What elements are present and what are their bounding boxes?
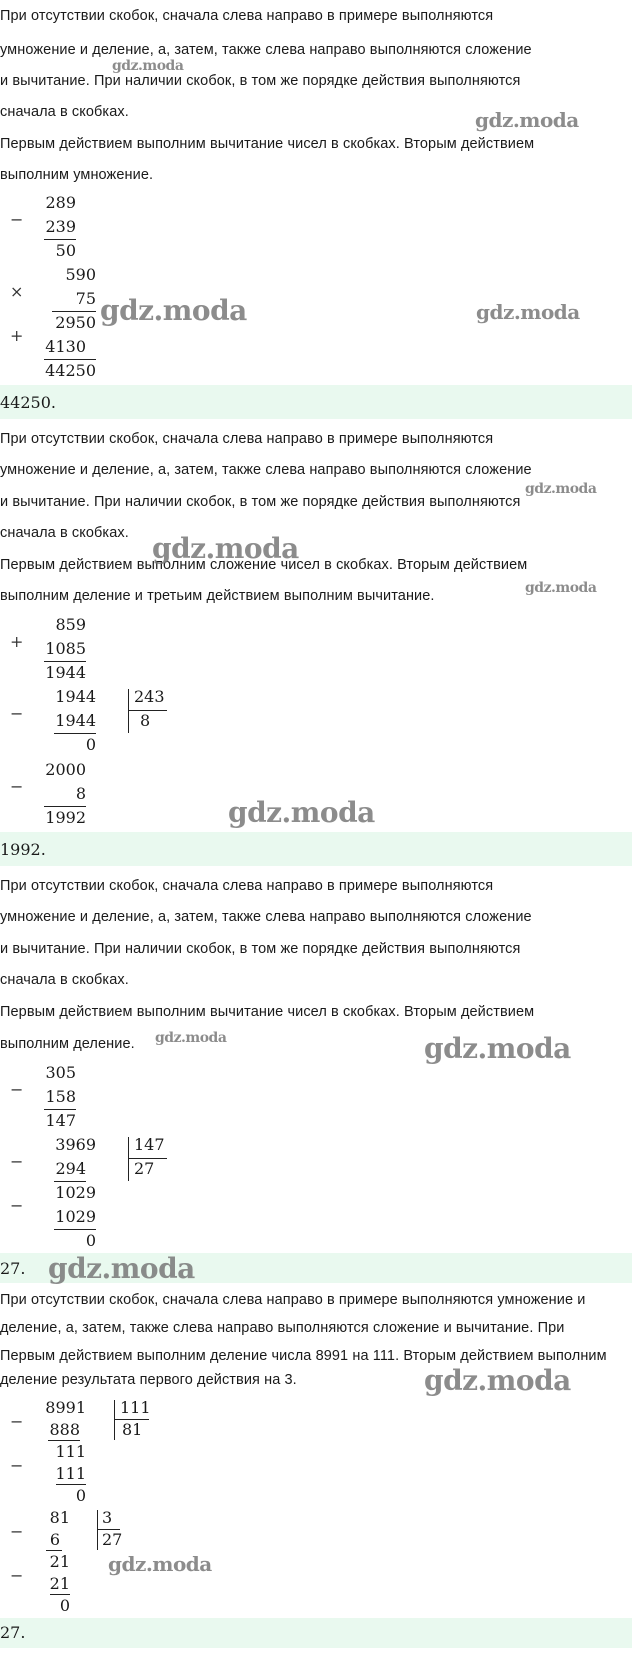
dividend: 8991 [45, 1398, 86, 1417]
plus-sign: + [10, 632, 24, 651]
subtrahend: 21 [49, 1574, 70, 1593]
remainder: 0 [85, 735, 96, 754]
watermark: gdz.moda [476, 300, 580, 324]
underline [44, 806, 86, 807]
divisor: 111 [120, 1398, 151, 1417]
minus-sign: − [10, 1412, 24, 1431]
answer: 1992. [0, 840, 46, 859]
underline [50, 1594, 70, 1595]
answer-bar [0, 385, 632, 419]
watermark: gdz.moda [112, 58, 184, 74]
product: 44250 [45, 361, 96, 380]
minuend: 289 [45, 193, 76, 212]
answer-bar [0, 1618, 632, 1648]
rule-text: и вычитание. При наличии скобок, в том же порядке действия выполняются [0, 494, 521, 510]
underline [48, 1440, 80, 1441]
divisor: 3 [102, 1508, 113, 1527]
underline [56, 1484, 86, 1485]
watermark: gdz.moda [155, 1030, 227, 1046]
watermark: gdz.moda [424, 1364, 571, 1397]
rule-text: умножение и деление, а, затем, также слева направо выполняются сложение [0, 909, 532, 925]
answer: 27. [0, 1623, 26, 1642]
factor: 590 [65, 265, 96, 284]
watermark: gdz.moda [228, 796, 375, 829]
quotient: 27 [134, 1159, 155, 1178]
subtrahend: 1944 [55, 711, 96, 730]
partial-product: 2950 [55, 313, 96, 332]
divisor: 147 [134, 1135, 165, 1154]
underline [54, 1181, 86, 1182]
answer: 27. [0, 1259, 26, 1278]
step-text: выполним деление. [0, 1036, 135, 1052]
dividend: 81 [49, 1508, 70, 1527]
partial-dividend: 21 [49, 1552, 70, 1571]
remainder: 0 [59, 1596, 70, 1615]
watermark: gdz.moda [475, 108, 579, 132]
division-bar [97, 1510, 98, 1550]
subtrahend: 158 [45, 1087, 76, 1106]
subtrahend: 888 [49, 1420, 80, 1439]
underline [44, 661, 86, 662]
dividend: 1944 [55, 687, 96, 706]
addend: 859 [55, 615, 86, 634]
step-text: выполним деление и третьим действием выполним вычитание. [0, 588, 435, 604]
subtrahend: 239 [45, 217, 76, 236]
dividend: 3969 [55, 1135, 96, 1154]
difference: 147 [45, 1111, 76, 1130]
step-text: Первым действием выполним сложение чисел в скобках. Вторым действием [0, 557, 528, 573]
answer-bar [0, 832, 632, 866]
difference: 1992 [45, 808, 86, 827]
watermark: gdz.moda [525, 481, 597, 497]
watermark: gdz.moda [100, 294, 247, 327]
subtrahend: 6 [49, 1530, 60, 1549]
answer: 44250. [0, 393, 56, 412]
underline [44, 1109, 76, 1110]
rule-text: При отсутствии скобок, сначала слева направо в примере выполняются [0, 431, 494, 447]
underline [52, 311, 96, 312]
watermark: gdz.moda [108, 1552, 212, 1576]
quotient: 8 [140, 711, 151, 730]
underline [44, 359, 96, 360]
division-bar [114, 1400, 115, 1440]
rule-text: При отсутствии скобок, сначала слева направо в примере выполняются умножение и [0, 1292, 586, 1308]
minus-sign: − [10, 210, 24, 229]
watermark: gdz.moda [48, 1252, 195, 1285]
rule-text: При отсутствии скобок, сначала слева направо в примере выполняются [0, 8, 494, 24]
rule-text: умножение и деление, а, затем, также слева направо выполняются сложение [0, 462, 532, 478]
minus-sign: − [10, 1080, 24, 1099]
underline [44, 239, 76, 240]
difference: 50 [55, 241, 76, 260]
plus-sign: + [10, 326, 24, 345]
quotient: 27 [102, 1530, 123, 1549]
minus-sign: − [10, 704, 24, 723]
watermark: gdz.moda [525, 580, 597, 596]
rule-text: сначала в скобках. [0, 525, 129, 541]
times-sign: × [10, 282, 24, 301]
minus-sign: − [10, 777, 24, 796]
rule-text: умножение и деление, а, затем, также слева направо выполняются сложение [0, 42, 532, 58]
quotient: 81 [122, 1420, 143, 1439]
addend: 1085 [45, 639, 86, 658]
subtrahend: 8 [75, 784, 86, 803]
division-bar [128, 689, 129, 733]
minus-sign: − [10, 1522, 24, 1541]
minuend: 2000 [45, 760, 86, 779]
subtrahend: 1029 [55, 1207, 96, 1226]
rule-text: сначала в скобках. [0, 972, 129, 988]
watermark: gdz.moda [152, 532, 299, 565]
minus-sign: − [10, 1456, 24, 1475]
rule-text: При отсутствии скобок, сначала слева направо в примере выполняются [0, 878, 494, 894]
divisor: 243 [134, 687, 165, 706]
minuend: 305 [45, 1063, 76, 1082]
minus-sign: − [10, 1196, 24, 1215]
step-text: Первым действием выполним вычитание чисел в скобках. Вторым действием [0, 1004, 535, 1020]
partial-product: 4130 [45, 337, 86, 356]
partial-dividend: 111 [55, 1442, 86, 1461]
underline [54, 733, 96, 734]
step-text: деление результата первого действия на 3. [0, 1372, 297, 1388]
partial-dividend: 1029 [55, 1183, 96, 1202]
watermark: gdz.moda [424, 1032, 571, 1065]
sum: 1944 [45, 663, 86, 682]
remainder: 0 [75, 1486, 86, 1505]
step-text: Первым действием выполним вычитание чисел в скобках. Вторым действием [0, 136, 535, 152]
rule-text: деление, а, затем, также слева направо выполняются сложение и вычитание. При [0, 1320, 565, 1336]
minus-sign: − [10, 1152, 24, 1171]
subtrahend: 294 [55, 1159, 86, 1178]
rule-text: и вычитание. При наличии скобок, в том же порядке действия выполняются [0, 941, 521, 957]
factor: 75 [75, 289, 96, 308]
rule-text: и вычитание. При наличии скобок, в том же порядке действия выполняются [0, 73, 521, 89]
division-bar [128, 1137, 129, 1181]
rule-text: сначала в скобках. [0, 104, 129, 120]
underline [46, 1550, 62, 1551]
underline [54, 1229, 96, 1230]
minus-sign: − [10, 1566, 24, 1585]
step-text: Первым действием выполним деление числа 8991 на 111. Вторым действием выполним [0, 1348, 607, 1364]
step-text: выполним умножение. [0, 167, 154, 183]
remainder: 0 [85, 1231, 96, 1250]
subtrahend: 111 [55, 1464, 86, 1483]
